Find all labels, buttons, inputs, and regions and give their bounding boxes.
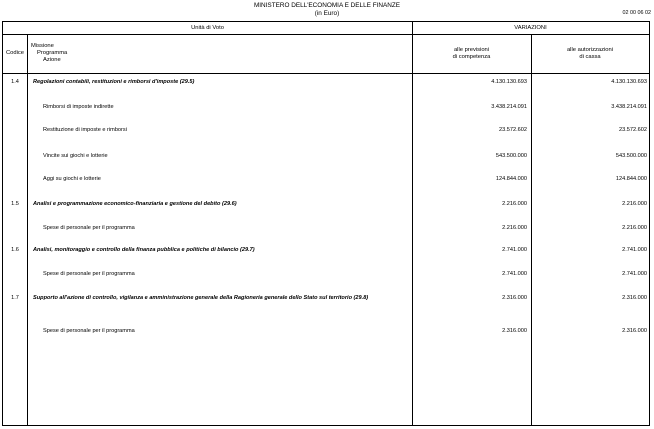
action-label: Vincite sui giochi e lotterie (43, 153, 108, 159)
cassa-value: 2.316.000 (622, 295, 647, 301)
action-label: Rimborsi di imposte indirette (43, 104, 114, 110)
document-code: 02 00 06 02 (622, 10, 651, 16)
competenza-value: 2.316.000 (502, 328, 527, 334)
row-code: 1.6 (11, 247, 19, 253)
codice-divider (27, 34, 28, 425)
variazioni-header: VARIAZIONI (514, 25, 547, 31)
programma-header: Programma (37, 50, 68, 56)
competenza-value: 2.216.000 (502, 225, 527, 231)
row-code: 1.5 (11, 201, 19, 207)
action-label: Aggi su giochi e lotterie (43, 176, 101, 182)
cassa-value: 543.500.000 (615, 153, 647, 159)
competenza-header-line1: alle previsioni (453, 47, 490, 53)
currency-unit: (in Euro) (314, 10, 340, 17)
competenza-value: 2.316.000 (502, 295, 527, 301)
cassa-header-line2: di cassa (579, 54, 601, 60)
program-title: Regolazioni contabili, restituzioni e rimborsi d'imposte (29.5) (33, 79, 195, 85)
action-label: Spese di personale per il programma (43, 271, 135, 277)
row-code: 1.4 (11, 79, 19, 85)
cassa-value: 2.741.000 (622, 271, 647, 277)
competenza-value: 2.741.000 (502, 247, 527, 253)
competenza-value: 543.500.000 (495, 153, 527, 159)
competenza-value: 4.130.130.693 (491, 79, 527, 85)
competenza-value: 2.216.000 (502, 201, 527, 207)
cassa-value: 4.130.130.693 (611, 79, 647, 85)
codice-header: Codice (5, 50, 25, 56)
row-code: 1.7 (11, 295, 19, 301)
azione-header: Azione (43, 57, 61, 63)
cassa-value: 3.438.214.091 (611, 104, 647, 110)
cassa-value: 2.316.000 (622, 328, 647, 334)
cassa-value: 23.572.602 (619, 127, 647, 133)
competenza-value: 23.572.602 (499, 127, 527, 133)
cassa-value: 2.741.000 (622, 247, 647, 253)
cassa-header-line1: alle autorizzazioni (566, 47, 614, 53)
program-title: Supporto all'azione di controllo, vigilanza e amministrazione generale della Ragioneria generale dello Stato sul territorio (29.8) (33, 295, 369, 301)
unita-di-voto-header: Unità di Voto (191, 25, 224, 31)
competenza-value: 2.741.000 (502, 271, 527, 277)
cassa-value: 2.216.000 (622, 225, 647, 231)
action-label: Spese di personale per il programma (43, 328, 135, 334)
ministry-title: MINISTERO DELL'ECONOMIA E DELLE FINANZE (253, 2, 401, 9)
table-frame (2, 21, 650, 426)
cassa-value: 2.216.000 (622, 201, 647, 207)
program-title: Analisi, monitoraggio e controllo della finanza pubblica e politiche di bilancio (29.7) (33, 247, 255, 253)
competenza-value: 124.844.000 (495, 176, 527, 182)
header-divider-bottom (3, 73, 649, 74)
competenza-header-line2: di competenza (452, 54, 491, 60)
missione-header: Missione (31, 43, 54, 49)
program-title: Analisi e programmazione economico-finanziaria e gestione del debito (29.6) (33, 201, 237, 207)
action-label: Restituzione di imposte e rimborsi (43, 127, 127, 133)
cassa-value: 124.844.000 (615, 176, 647, 182)
action-label: Spese di personale per il programma (43, 225, 135, 231)
header-divider-top (3, 34, 649, 35)
competenza-value: 3.438.214.091 (491, 104, 527, 110)
